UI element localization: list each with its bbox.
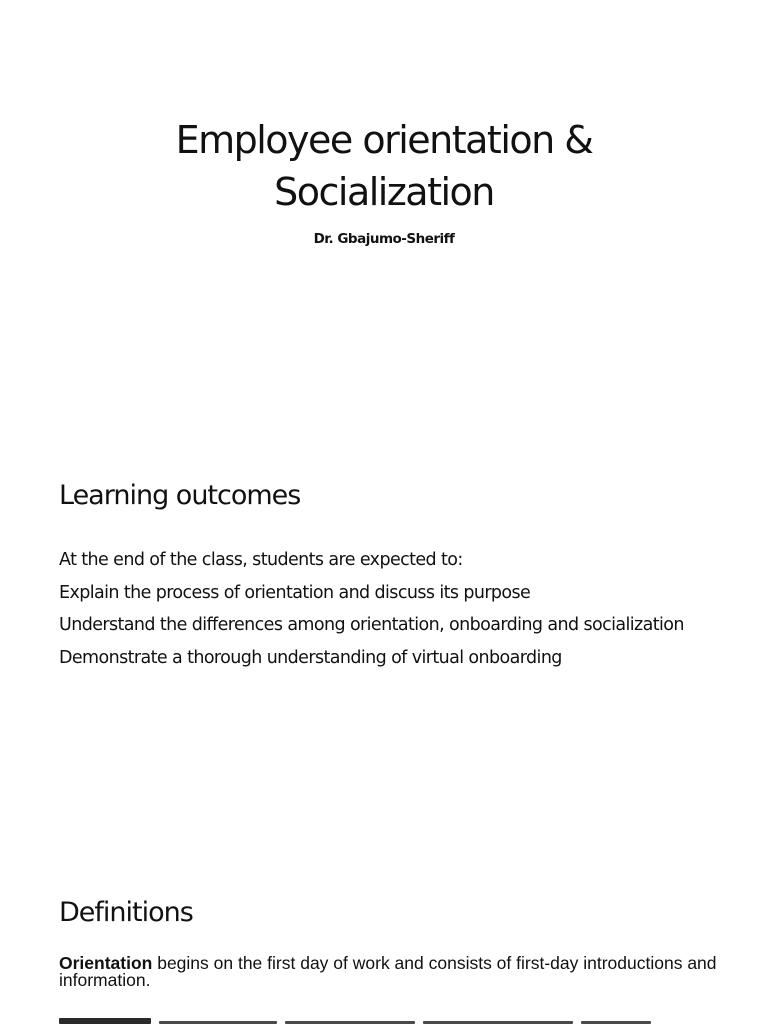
slide-title-line-2: Socialization — [274, 170, 494, 214]
orientation-term: Orientation — [59, 953, 153, 973]
learning-outcomes-heading: Learning outcomes — [59, 480, 301, 511]
outcome-item: Demonstrate a thorough understanding of virtual onboarding — [59, 647, 562, 668]
orientation-definition — [59, 955, 739, 989]
definitions-heading: Definitions — [59, 897, 193, 928]
outcome-item: At the end of the class, students are expected to: — [59, 550, 463, 570]
learning-outcomes-list — [59, 548, 719, 678]
slide-title-line-1: Employee orientation & — [175, 118, 593, 162]
outcome-item: Explain the process of orientation and discuss its purpose — [59, 582, 531, 603]
outcome-item: Understand the differences among orientation, onboarding and socialization — [59, 615, 684, 636]
author-name: Dr. Gbajumo-Sheriff — [313, 231, 455, 247]
clipped-text-fragment — [59, 1018, 151, 1024]
slide-title — [0, 114, 768, 218]
orientation-definition-text: begins on the first day of work and consists of first-day introductions and information. — [59, 953, 717, 990]
clipped-next-definition — [59, 1014, 659, 1024]
